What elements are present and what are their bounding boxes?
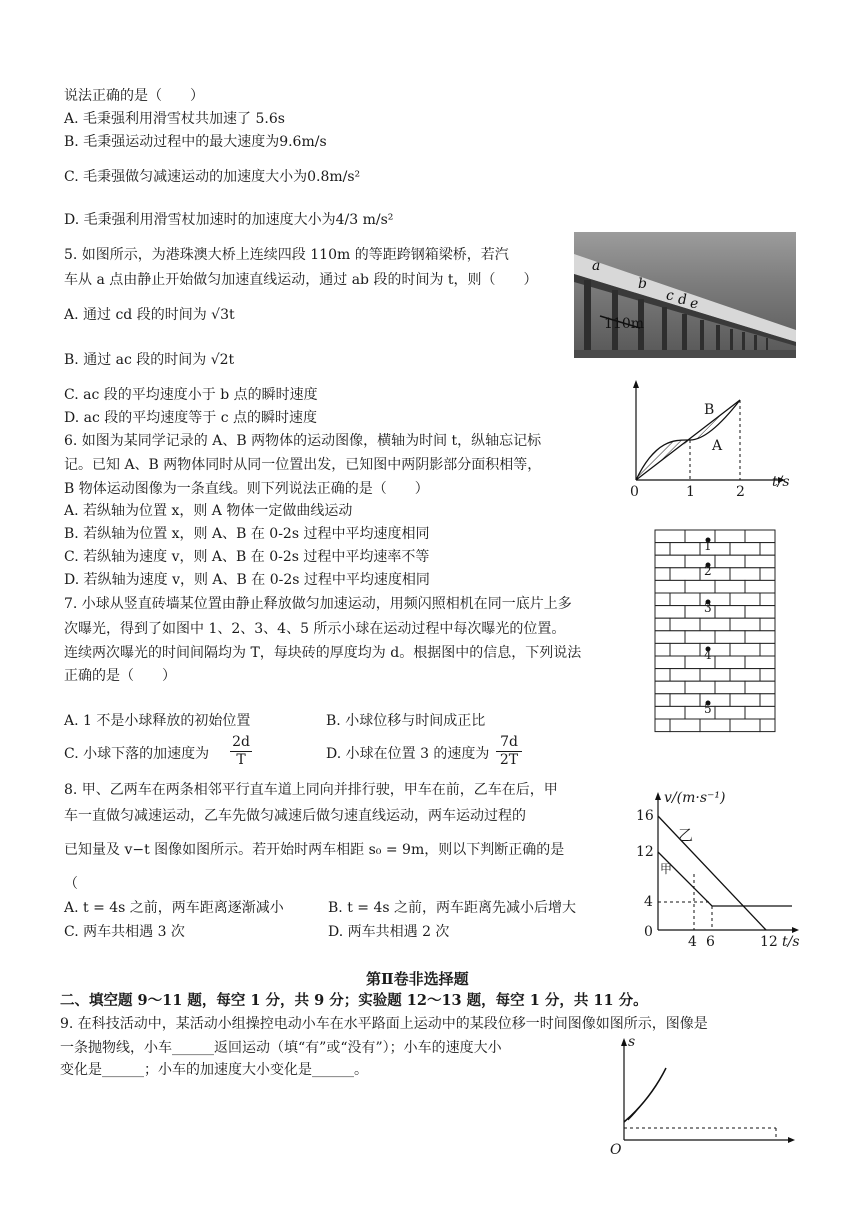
- q6-axis-t: t/s: [772, 474, 790, 490]
- brick: [670, 568, 700, 581]
- brick: [730, 568, 760, 581]
- brick: [760, 719, 775, 732]
- q8-label-yi: 乙: [678, 826, 694, 844]
- bridge-label-d: d: [678, 292, 687, 308]
- q8-option-d: D. 两车共相遇 2 次: [328, 924, 450, 940]
- q7-option-d-fraction: [496, 734, 522, 769]
- q7-position-2: 2: [704, 564, 712, 578]
- brick: [730, 694, 760, 707]
- q5-option-a: A. 通过 cd 段的时间为 √3t: [64, 307, 235, 323]
- section2-title: 第Ⅱ卷非选择题: [366, 970, 469, 988]
- q6-graph: [616, 378, 796, 500]
- brick: [700, 618, 730, 631]
- q8-axis-t: t/s: [782, 934, 800, 950]
- q5-option-d: D. ac 段的平均速度等于 c 点的瞬时速度: [64, 410, 318, 426]
- q6-option-c: C. 若纵轴为速度 v，则 A、B 在 0-2s 过程中平均速率不等: [64, 549, 430, 565]
- brick: [760, 568, 775, 581]
- q6-stem-line3: B 物体运动图像为一条直线。则下列说法正确的是（ ）: [64, 481, 429, 497]
- brick: [715, 706, 745, 719]
- q6-tick-1: 1: [686, 484, 695, 500]
- q7-brick-wall: [652, 526, 778, 738]
- brick: [760, 643, 775, 656]
- q8-option-b: B. t = 4s 之前，两车距离先减小后增大: [328, 900, 576, 916]
- brick: [745, 580, 775, 593]
- brick: [655, 669, 670, 682]
- brick: [730, 719, 760, 732]
- brick: [655, 606, 685, 619]
- q9-axis-s: s: [628, 1034, 636, 1050]
- q5-option-b: B. 通过 ac 段的时间为 √2t: [64, 352, 235, 368]
- brick: [700, 669, 730, 682]
- q7-option-a: A. 1 不是小球释放的初始位置: [64, 713, 251, 729]
- brick: [760, 694, 775, 707]
- brick: [670, 694, 700, 707]
- q7-option-c: C. 小球下落的加速度为: [64, 746, 210, 762]
- brick: [715, 681, 745, 694]
- brick: [715, 656, 745, 669]
- section2-instruction: 二、填空题 9～11 题，每空 1 分，共 9 分；实验题 12～13 题，每空 1 分，共 11 分。: [60, 992, 648, 1009]
- q7-option-b: B. 小球位移与时间成正比: [326, 713, 486, 729]
- brick: [730, 618, 760, 631]
- brick: [685, 580, 715, 593]
- brick: [655, 631, 685, 644]
- q6-tick-0: 0: [630, 484, 639, 500]
- q6-stem-line2: 记。已知 A、B 两物体同时从同一位置出发，已知图中两阴影部分面积相等，: [64, 457, 542, 473]
- brick: [655, 543, 670, 556]
- brick: [655, 568, 670, 581]
- q8-stem-line2: 车一直做匀减速运动，乙车先做匀减速后做匀速直线运动，两车运动过程的: [64, 808, 526, 824]
- q9-line3: 变化是______；小车的加速度大小变化是______。: [60, 1062, 368, 1078]
- q8-stem-line4: （: [64, 876, 78, 892]
- brick: [715, 530, 745, 543]
- brick: [655, 681, 685, 694]
- q5-stem-line2: 车从 a 点由静止开始做匀加速直线运动，通过 ab 段的时间为 t，则（ ）: [64, 272, 538, 288]
- q7-position-5: 5: [704, 702, 712, 716]
- q8-x-tick-12: 12: [760, 934, 778, 950]
- q8-label-jia: 甲: [660, 862, 673, 876]
- brick: [655, 618, 670, 631]
- brick: [685, 631, 715, 644]
- brick: [670, 618, 700, 631]
- bridge-label-b: b: [638, 276, 647, 292]
- q4-option-b: B. 毛秉强运动过程中的最大速度为9.6m/s: [64, 134, 327, 150]
- brick: [760, 618, 775, 631]
- q8-x-tick-0: 0: [644, 924, 653, 940]
- q7-option-c-denominator: T: [236, 751, 246, 768]
- brick: [745, 555, 775, 568]
- bridge-label-a: a: [592, 258, 601, 274]
- q6-stem-line1: 6. 如图为某同学记录的 A、B 两物体的运动图像，横轴为时间 t，纵轴忘记标: [64, 433, 542, 449]
- q9-line2: 一条抛物线，小车______返回运动（填“有”或“没有”）；小车的速度大小: [60, 1040, 502, 1056]
- q8-stem-line3: 已知量及 v−t 图像如图所示。若开始时两车相距 s₀ = 9m，则以下判断正确的是: [64, 842, 565, 858]
- brick: [730, 669, 760, 682]
- brick: [655, 719, 670, 732]
- q5-option-c: C. ac 段的平均速度小于 b 点的瞬时速度: [64, 387, 318, 403]
- q7-option-d-denominator: 2T: [499, 751, 519, 768]
- q5-stem-line1: 5. 如图所示，为港珠澳大桥上连续四段 110m 的等距跨钢箱梁桥，若汽: [64, 247, 509, 263]
- brick: [655, 643, 670, 656]
- q7-position-3: 3: [704, 601, 712, 615]
- q7-position-1: 1: [704, 539, 712, 553]
- brick: [745, 530, 775, 543]
- brick: [745, 681, 775, 694]
- bridge-span-label: 110m: [604, 316, 644, 332]
- brick: [730, 593, 760, 606]
- q6-tick-2: 2: [736, 484, 745, 500]
- q8-y-tick-4: 4: [644, 894, 653, 910]
- q9-st-graph: [604, 1034, 804, 1160]
- brick: [655, 580, 685, 593]
- q8-y-tick-12: 12: [636, 844, 654, 860]
- brick: [715, 606, 745, 619]
- brick: [655, 593, 670, 606]
- q7-option-c-fraction: [230, 734, 252, 769]
- q8-x-tick-6: 6: [706, 934, 715, 950]
- q6-label-b: B: [704, 402, 715, 418]
- brick: [670, 543, 700, 556]
- brick: [655, 706, 685, 719]
- q6-option-b: B. 若纵轴为位置 x，则 A、B 在 0-2s 过程中平均速度相同: [64, 526, 430, 542]
- brick: [730, 543, 760, 556]
- brick: [760, 669, 775, 682]
- q4-option-c: C. 毛秉强做匀减速运动的加速度大小为0.8m/s²: [64, 169, 361, 185]
- q8-option-a: A. t = 4s 之前，两车距离逐渐减小: [64, 900, 284, 916]
- brick: [655, 555, 685, 568]
- q6-option-a: A. 若纵轴为位置 x，则 A 物体一定做曲线运动: [64, 503, 353, 519]
- bridge-label-e: e: [690, 296, 699, 312]
- brick: [700, 719, 730, 732]
- brick: [715, 555, 745, 568]
- brick: [670, 669, 700, 682]
- brick: [670, 593, 700, 606]
- brick: [655, 656, 685, 669]
- brick: [715, 580, 745, 593]
- brick: [745, 656, 775, 669]
- q8-vt-graph: [632, 788, 812, 950]
- bridge-photo: [574, 232, 796, 358]
- brick: [760, 543, 775, 556]
- q8-x-tick-4: 4: [688, 934, 697, 950]
- brick: [670, 643, 700, 656]
- brick: [685, 681, 715, 694]
- brick: [715, 631, 745, 644]
- brick: [655, 694, 670, 707]
- q4-option-d: D. 毛秉强利用滑雪杖加速时的加速度大小为4/3 m/s²: [64, 212, 394, 228]
- brick: [745, 606, 775, 619]
- q7-option-c-numerator: 2d: [230, 734, 252, 752]
- q6-label-a: A: [712, 438, 723, 454]
- brick: [760, 593, 775, 606]
- q7-option-d: D. 小球在位置 3 的速度为: [326, 746, 490, 762]
- q7-stem-line1: 7. 小球从竖直砖墙某位置由静止释放做匀加速运动，用频闪照相机在同一底片上多: [64, 596, 572, 612]
- q7-stem-line4: 正确的是（ ）: [64, 668, 176, 684]
- q7-position-4: 4: [704, 648, 712, 662]
- q7-option-d-numerator: 7d: [496, 734, 522, 752]
- q9-line1: 9. 在科技活动中，某活动小组操控电动小车在水平路面上运动中的某段位移一时间图像如图所示，图像是: [60, 1016, 708, 1032]
- brick: [670, 719, 700, 732]
- brick: [745, 631, 775, 644]
- q6-option-d: D. 若纵轴为速度 v，则 A、B 在 0-2s 过程中平均速度相同: [64, 572, 430, 588]
- q8-axis-v: v/(m·s⁻¹): [664, 790, 726, 806]
- q9-origin: O: [610, 1142, 622, 1158]
- q7-stem-line2: 次曝光，得到了如图中 1、2、3、4、5 所示小球在运动过程中每次曝光的位置。: [64, 621, 566, 637]
- brick: [730, 643, 760, 656]
- bridge-label-c: c: [666, 288, 674, 304]
- q4-stem: 说法正确的是（ ）: [64, 88, 204, 104]
- q8-y-tick-16: 16: [636, 808, 654, 824]
- brick: [655, 530, 685, 543]
- q8-stem-line1: 8. 甲、乙两车在两条相邻平行直车道上同向并排行驶，甲车在前，乙车在后，甲: [64, 782, 558, 798]
- brick: [745, 706, 775, 719]
- q8-option-c: C. 两车共相遇 3 次: [64, 924, 185, 940]
- q4-option-a: A. 毛秉强利用滑雪杖共加速了 5.6s: [64, 111, 285, 127]
- q7-stem-line3: 连续两次曝光的时间间隔均为 T，每块砖的厚度均为 d。根据图中的信息，下列说法: [64, 645, 582, 661]
